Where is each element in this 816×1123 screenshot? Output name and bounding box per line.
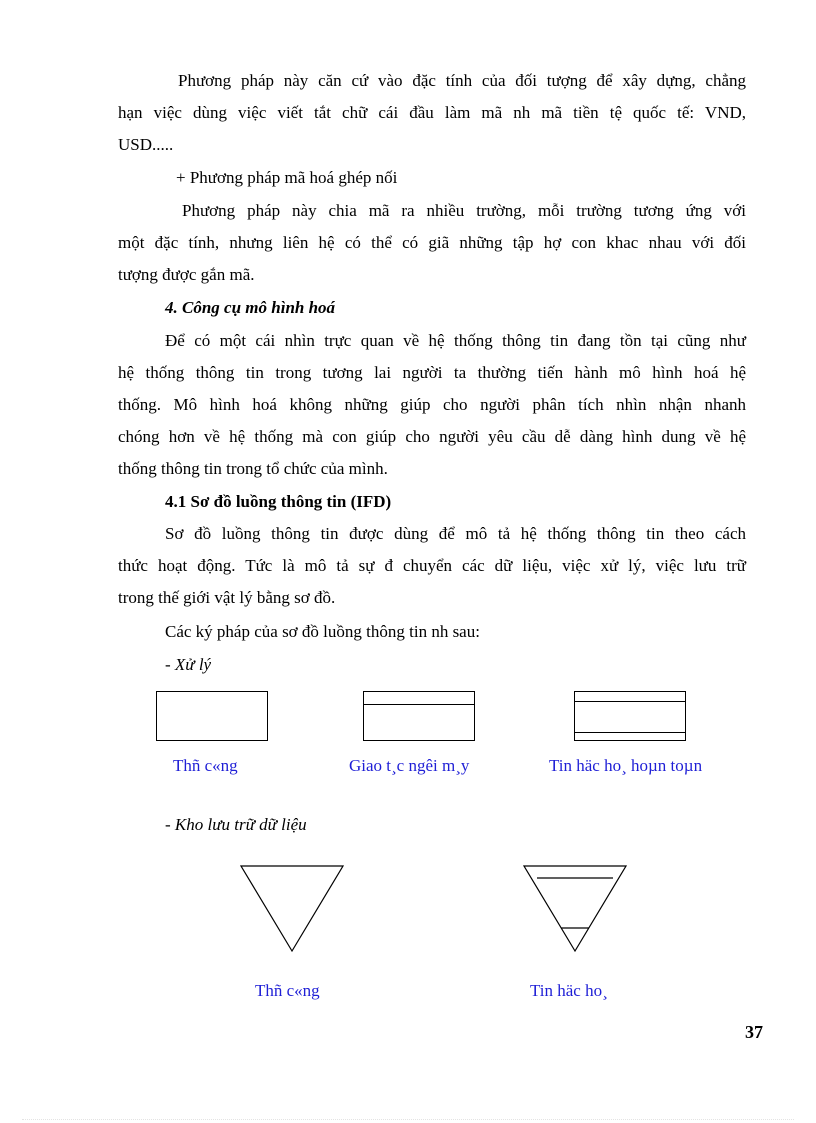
paragraph-line: thống thông tin trong tổ chức của mình. (118, 459, 388, 478)
manual-process-caption: Thñ c«ng (173, 756, 238, 775)
page-number: 37 (745, 1022, 763, 1042)
paragraph-line: tượng được gắn mã. (118, 265, 255, 284)
processing-label: - Xử lý (165, 655, 212, 674)
paragraph-line: hạn việc dùng việc viết tắt chữ cái đầu làm mã nh mã tiền tệ quốc tế: VND, (118, 103, 746, 122)
paragraph-line: hệ thống thông tin trong tương lai người ta thường tiến hành mô hình hoá hệ (118, 363, 746, 382)
paragraph-line: một đặc tính, nhưng liên hệ có thể có giã những tập hợ con khac nhau với đối (118, 233, 746, 252)
section-heading: 4. Công cụ mô hình hoá (165, 298, 336, 317)
automated-process-caption: Tin häc ho¸ hoµn toµn (549, 756, 703, 775)
automated-process-symbol (574, 691, 686, 741)
interactive-process-caption: Giao t¸c ngêi m¸y (349, 756, 470, 775)
storage-label: - Kho lưu trữ dữ liệu (165, 815, 307, 834)
automated-store-symbol (523, 865, 627, 953)
divider-line (364, 704, 474, 705)
paragraph-line: Phương pháp này chia mã ra nhiều trường, mỗi trường tương ứng với (182, 201, 746, 220)
divider-line (575, 701, 685, 702)
paragraph-line: chóng hơn về hệ thống mà con giúp cho người yêu cầu dễ dàng hình dung về hệ (118, 427, 746, 446)
subsection-heading: 4.1 Sơ đồ luồng thông tin (IFD) (165, 492, 392, 511)
page-footer-rule (22, 1119, 794, 1120)
manual-process-symbol (156, 691, 268, 741)
automated-store-caption: Tin häc ho¸ (530, 981, 608, 1000)
manual-store-caption: Thñ c«ng (255, 981, 320, 1000)
manual-store-symbol (240, 865, 344, 953)
paragraph-line: thống. Mô hình hoá không những giúp cho người phân tích nhìn nhận nhanh (118, 395, 746, 414)
paragraph-line: USD..... (118, 135, 174, 154)
paragraph-line: Các ký pháp của sơ đồ luồng thông tin nh sau: (165, 622, 480, 641)
paragraph-line: Để có một cái nhìn trực quan về hệ thống thông tin đang tồn tại cũng như (165, 331, 746, 350)
divider-line (575, 732, 685, 733)
paragraph-line: trong thế giới vật lý bằng sơ đồ. (118, 588, 336, 607)
paragraph-line: Phương pháp này căn cứ vào đặc tính của đối tượng để xây dựng, chẳng (178, 71, 746, 90)
sub-heading: + Phương pháp mã hoá ghép nối (176, 168, 398, 187)
paragraph-line: Sơ đồ luồng thông tin được dùng để mô tả hệ thống thông tin theo cách (165, 524, 746, 543)
interactive-process-symbol (363, 691, 475, 741)
paragraph-line: thức hoạt động. Tức là mô tả sự đ chuyển các dữ liệu, việc xử lý, việc lưu trữ (118, 556, 746, 575)
